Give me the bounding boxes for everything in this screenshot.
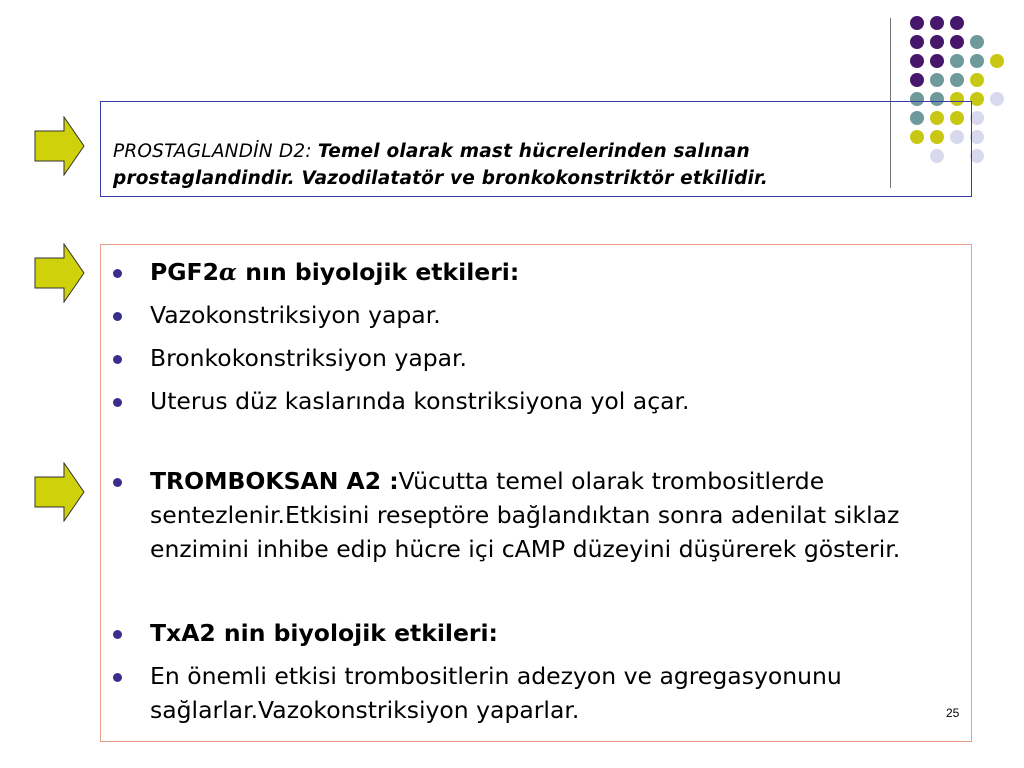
list-item-txa2-heading <box>150 616 970 650</box>
bullet-dot <box>113 630 122 639</box>
list-item-vazokonstriksiyon <box>150 298 970 332</box>
list-item-bronkokonstriksiyon <box>150 341 970 375</box>
title-prefix: PROSTAGLANDİN D2: <box>113 141 312 162</box>
pgf2-heading-text: nın biyolojik etkileri: <box>237 258 520 286</box>
decor-dot <box>950 73 964 87</box>
decor-dot <box>930 16 944 30</box>
tromboksan-text: Vücutta temel olarak trombositlerde sentezlenir.Etkisini reseptöre bağlandıktan sonra adenilat siklaz enzimini inhibe edip hücre içi cAMP düzeyini düşürerek gösterir. <box>150 467 901 563</box>
alpha-symbol: α <box>218 258 238 286</box>
decor-dot <box>910 73 924 87</box>
slide-title <box>113 138 888 192</box>
tromboksan-label: TROMBOKSAN A2 : <box>150 467 399 495</box>
list-item-text: En önemli etkisi trombositlerin adezyon ve agregasyonunu sağlarlar.Vazokonstriksiyon yaparlar. <box>150 662 842 724</box>
decor-dot <box>950 54 964 68</box>
list-item-text: Uterus düz kaslarında konstriksiyona yol açar. <box>150 387 690 415</box>
list-item-text: Bronkokonstriksiyon yapar. <box>150 344 468 372</box>
title-description: Temel olarak mast hücrelerinden salınan prostaglandindir. Vazodilatatör ve bronkokonstriktör etkilidir. <box>113 141 768 189</box>
bullet-dot <box>113 673 122 682</box>
right-arrow-icon <box>34 462 86 522</box>
decor-dot <box>910 16 924 30</box>
list-item-tromboksan <box>150 464 970 566</box>
txa2-heading-text: TxA2 nin biyolojik etkileri: <box>150 619 498 647</box>
title-box <box>100 101 972 197</box>
decor-dot <box>950 35 964 49</box>
decor-dot <box>970 35 984 49</box>
bullet-dot <box>113 398 122 407</box>
list-item-text: Vazokonstriksiyon yapar. <box>150 301 441 329</box>
decor-dot <box>990 54 1004 68</box>
decor-dot <box>930 54 944 68</box>
list-item-onemli-etki <box>150 659 970 727</box>
decor-dot <box>970 130 984 144</box>
bullet-dot <box>113 355 122 364</box>
right-arrow-icon <box>34 243 86 303</box>
decor-dot <box>910 54 924 68</box>
decor-dot <box>970 111 984 125</box>
slide-number: 25 <box>946 706 960 720</box>
decor-dot <box>990 92 1004 106</box>
bullet-dot <box>113 269 122 278</box>
decor-dot <box>970 149 984 163</box>
bullet-dot <box>113 312 122 321</box>
decor-dot <box>970 54 984 68</box>
pgf2-label: PGF2 <box>150 258 219 286</box>
decor-dot <box>970 73 984 87</box>
list-item-uterus <box>150 384 970 418</box>
bullet-dot <box>113 478 122 487</box>
decor-dot <box>970 92 984 106</box>
list-item-pgf2-heading <box>150 255 970 289</box>
right-arrow-icon <box>34 116 86 176</box>
decor-dot <box>930 73 944 87</box>
decor-dot <box>950 16 964 30</box>
decor-dot <box>930 35 944 49</box>
decor-dot <box>910 35 924 49</box>
